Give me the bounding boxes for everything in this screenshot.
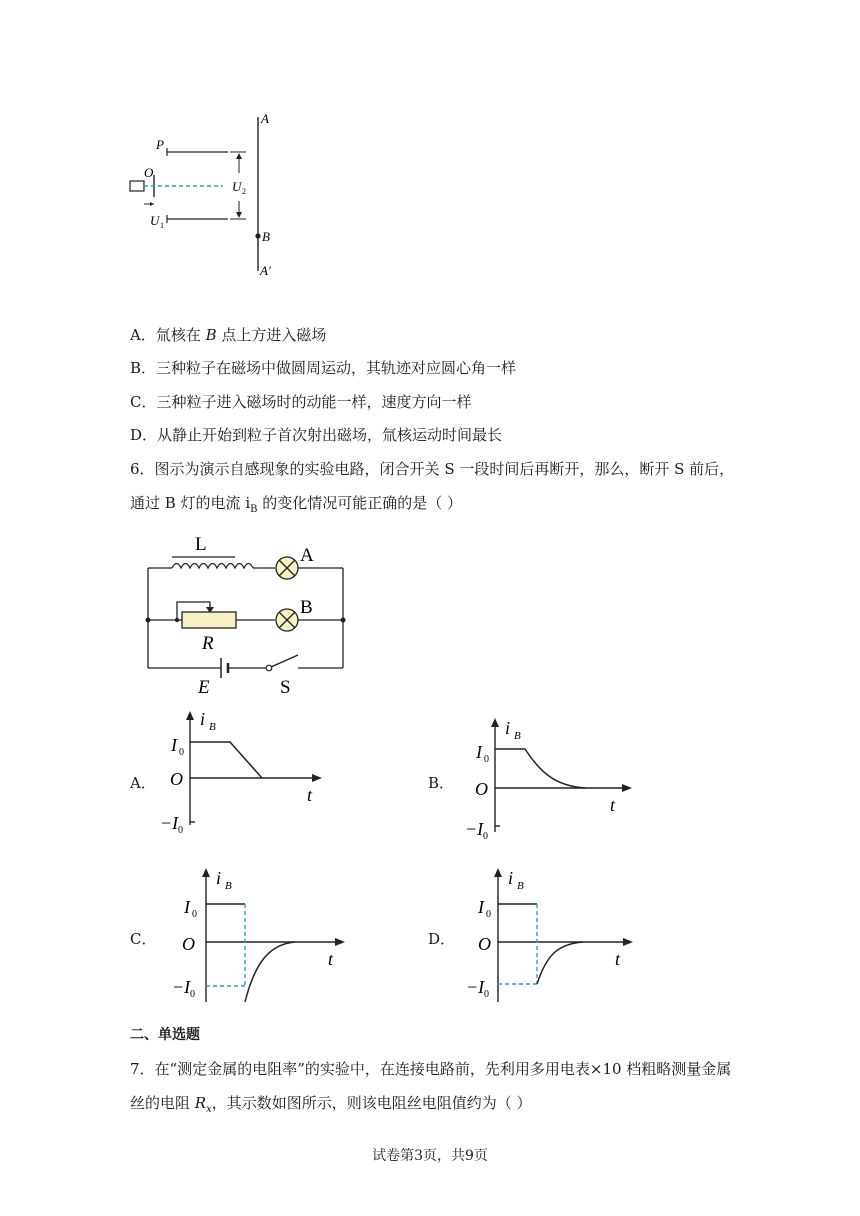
svg-text:−I: −I — [465, 819, 484, 839]
switch-s — [271, 655, 298, 667]
section-heading: 二、单选题 — [130, 1027, 200, 1043]
label-lamp-b: B — [300, 597, 313, 618]
graph-option-b — [455, 712, 640, 847]
label-lamp-a: A — [300, 545, 314, 566]
q5-option-d[interactable]: D．从静止开始到粒子首次射出磁场，氚核运动时间最长 — [130, 426, 503, 444]
svg-text:B: B — [209, 721, 216, 733]
label-a: A — [261, 111, 269, 126]
label-o: O — [144, 165, 154, 180]
q5-option-b[interactable]: B．三种粒子在磁场中做圆周运动，其轨迹对应圆心角一样 — [130, 359, 517, 377]
point-b — [255, 233, 260, 238]
page-footer: 试卷第3页，共9页 — [372, 1148, 488, 1164]
q7-stem-line2: 丝的电阻 $R_x$，其示数如图所示，则该电阻丝电阻值约为（ ） — [130, 1094, 532, 1115]
q6-option-c-letter[interactable]: C． — [130, 930, 157, 948]
graph-option-c — [160, 862, 360, 1007]
svg-text:0: 0 — [179, 747, 184, 758]
label-l: L — [195, 534, 207, 555]
label-u1-sub: 1 — [160, 221, 164, 230]
q6-option-a-letter[interactable]: A． — [130, 774, 156, 792]
svg-text:i: i — [505, 718, 511, 738]
svg-text:I: I — [184, 897, 190, 917]
svg-text:t: t — [610, 795, 616, 815]
svg-text:0: 0 — [483, 831, 488, 842]
svg-text:O: O — [170, 769, 183, 789]
svg-text:I: I — [171, 735, 177, 755]
svg-text:O: O — [182, 934, 195, 954]
label-u2: U — [232, 179, 242, 194]
svg-text:0: 0 — [484, 989, 489, 1000]
graph-c-current-curve — [245, 942, 295, 1002]
q5-option-a[interactable]: A．氚核在 B 点上方进入磁场 — [130, 326, 327, 344]
svg-text:B: B — [517, 880, 524, 892]
label-u2-sub: 2 — [242, 187, 246, 196]
svg-text:i: i — [216, 868, 222, 888]
graph-option-a — [150, 705, 330, 840]
q6-stem-line1: 6．图示为演示自感现象的实验电路，闭合开关 S 一段时间后再断开，那么，断开 S 前后， — [130, 460, 735, 478]
q5-option-c[interactable]: C．三种粒子进入磁场时的动能一样，速度方向一样 — [130, 393, 472, 411]
svg-text:−I: −I — [160, 813, 179, 833]
svg-text:i: i — [508, 868, 514, 888]
circuit-diagram — [140, 530, 355, 700]
label-e: E — [198, 677, 210, 698]
svg-text:0: 0 — [192, 909, 197, 920]
svg-text:I: I — [476, 742, 482, 762]
particle-source — [130, 181, 144, 191]
svg-text:O: O — [478, 934, 491, 954]
svg-text:0: 0 — [486, 909, 491, 920]
svg-text:B: B — [225, 880, 232, 892]
graph-b-current-curve — [495, 749, 585, 788]
figure-deflection-apparatus — [120, 105, 290, 285]
svg-text:0: 0 — [178, 825, 183, 836]
q7-stem-line1: 7．在“测定金属的电阻率”的实验中，在连接电路前，先利用多用电表×10 档粗略测量金属 — [130, 1060, 732, 1078]
svg-text:t: t — [328, 949, 334, 969]
label-s: S — [280, 677, 291, 698]
svg-text:−I: −I — [466, 977, 485, 997]
svg-text:B: B — [514, 730, 521, 742]
svg-text:i: i — [200, 709, 206, 729]
svg-text:0: 0 — [484, 754, 489, 765]
svg-text:I: I — [478, 897, 484, 917]
label-b: B — [262, 229, 270, 244]
label-a-prime: A′ — [260, 263, 271, 278]
label-p: P — [156, 137, 164, 152]
rheostat-r — [182, 612, 236, 628]
svg-text:0: 0 — [190, 989, 195, 1000]
label-u1: U — [150, 213, 160, 228]
q6-option-b-letter[interactable]: B． — [428, 774, 455, 792]
q6-option-d-letter[interactable]: D． — [428, 930, 456, 948]
graph-d-current-curve — [537, 942, 583, 984]
inductor-coil — [172, 564, 253, 569]
svg-text:−I: −I — [172, 977, 191, 997]
label-r: R — [202, 633, 214, 654]
graph-option-d — [458, 862, 648, 1007]
graph-a-current-curve — [190, 742, 262, 778]
svg-text:t: t — [615, 949, 621, 969]
q6-stem-line2: 通过 B 灯的电流 $i_B$ 的变化情况可能正确的是（ ） — [130, 494, 463, 515]
svg-text:t: t — [307, 785, 313, 805]
svg-text:O: O — [475, 779, 488, 799]
